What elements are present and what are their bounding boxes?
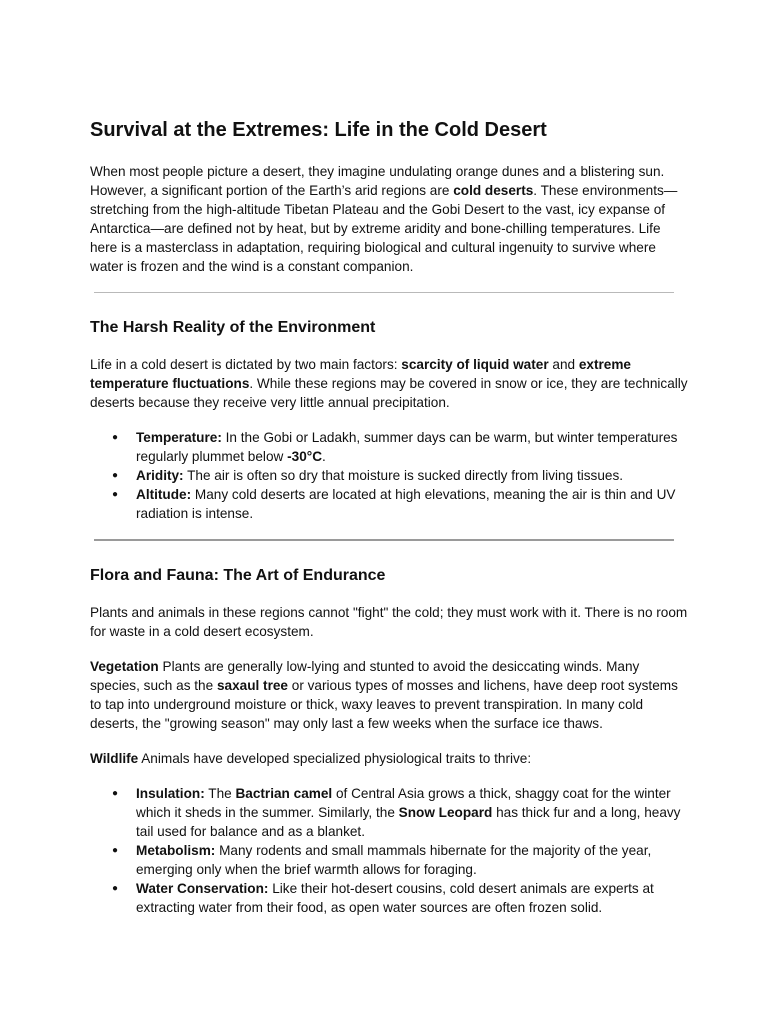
list-item-temperature: ● Temperature: In the Gobi or Ladakh, summer days can be warm, but winter temperatures regularly plummet below -30°C. xyxy=(90,428,690,466)
section-heading-environment: The Harsh Reality of the Environment xyxy=(90,319,376,336)
page-title: Survival at the Extremes: Life in the Cold Desert xyxy=(90,119,547,141)
section-divider xyxy=(94,539,674,541)
intro-paragraph: When most people picture a desert, they imagine undulating orange dunes and a blistering sun. However, a significant portion of the Earth’s arid regions are cold deserts. These environments—stretching from the high-altitude Tibetan Plateau and the Gobi Desert to the vast, icy expanse of Antarctica—are defined not by heat, but by extreme aridity and bone-chilling temperatures. Life here is a masterclass in adaptation, requiring biological and cultural ingenuity to survive where water is frozen and the wind is a constant companion. xyxy=(90,164,678,274)
section-heading-flora-fauna: Flora and Fauna: The Art of Endurance xyxy=(90,567,386,584)
environment-list xyxy=(90,428,690,523)
vegetation-paragraph: Vegetation Plants are generally low-lying and stunted to avoid the desiccating winds. Many species, such as the saxaul tree or various types of mosses and lichens, have deep root systems to tap into underground moisture or thick, waxy leaves to prevent transpiration. In many cold deserts, the "growing season" may only last a few weeks when the surface ice thaws. xyxy=(90,659,678,731)
document-body xyxy=(90,116,690,933)
flora-fauna-intro: Plants and animals in these regions cannot "fight" the cold; they must work with it. There is no room for waste in a cold desert ecosystem. xyxy=(90,605,688,639)
list-item-water-conservation: ● Water Conservation: Like their hot-desert cousins, cold desert animals are experts at extracting water from their food, as open water sources are often frozen solid. xyxy=(90,879,690,917)
section-divider xyxy=(94,292,674,293)
wildlife-list xyxy=(90,784,690,917)
list-item-aridity: ● Aridity: The air is often so dry that moisture is sucked directly from living tissues. xyxy=(90,466,690,485)
list-item-insulation: ● Insulation: The Bactrian camel of Central Asia grows a thick, shaggy coat for the winter which it sheds in the summer. Similarly, the Snow Leopard has thick fur and a long, heavy tail used for balance and as a blanket. xyxy=(90,784,690,841)
list-item-altitude: ● Altitude: Many cold deserts are located at high elevations, meaning the air is thin and UV radiation is intense. xyxy=(90,485,690,523)
wildlife-paragraph: Wildlife Animals have developed specialized physiological traits to thrive: xyxy=(90,751,532,766)
list-item-metabolism: ● Metabolism: Many rodents and small mammals hibernate for the majority of the year, emerging only when the brief warmth allows for foraging. xyxy=(90,841,690,879)
environment-paragraph: Life in a cold desert is dictated by two main factors: scarcity of liquid water and extreme temperature fluctuations. While these regions may be covered in snow or ice, they are technically deserts because they receive very little annual precipitation. xyxy=(90,357,688,410)
